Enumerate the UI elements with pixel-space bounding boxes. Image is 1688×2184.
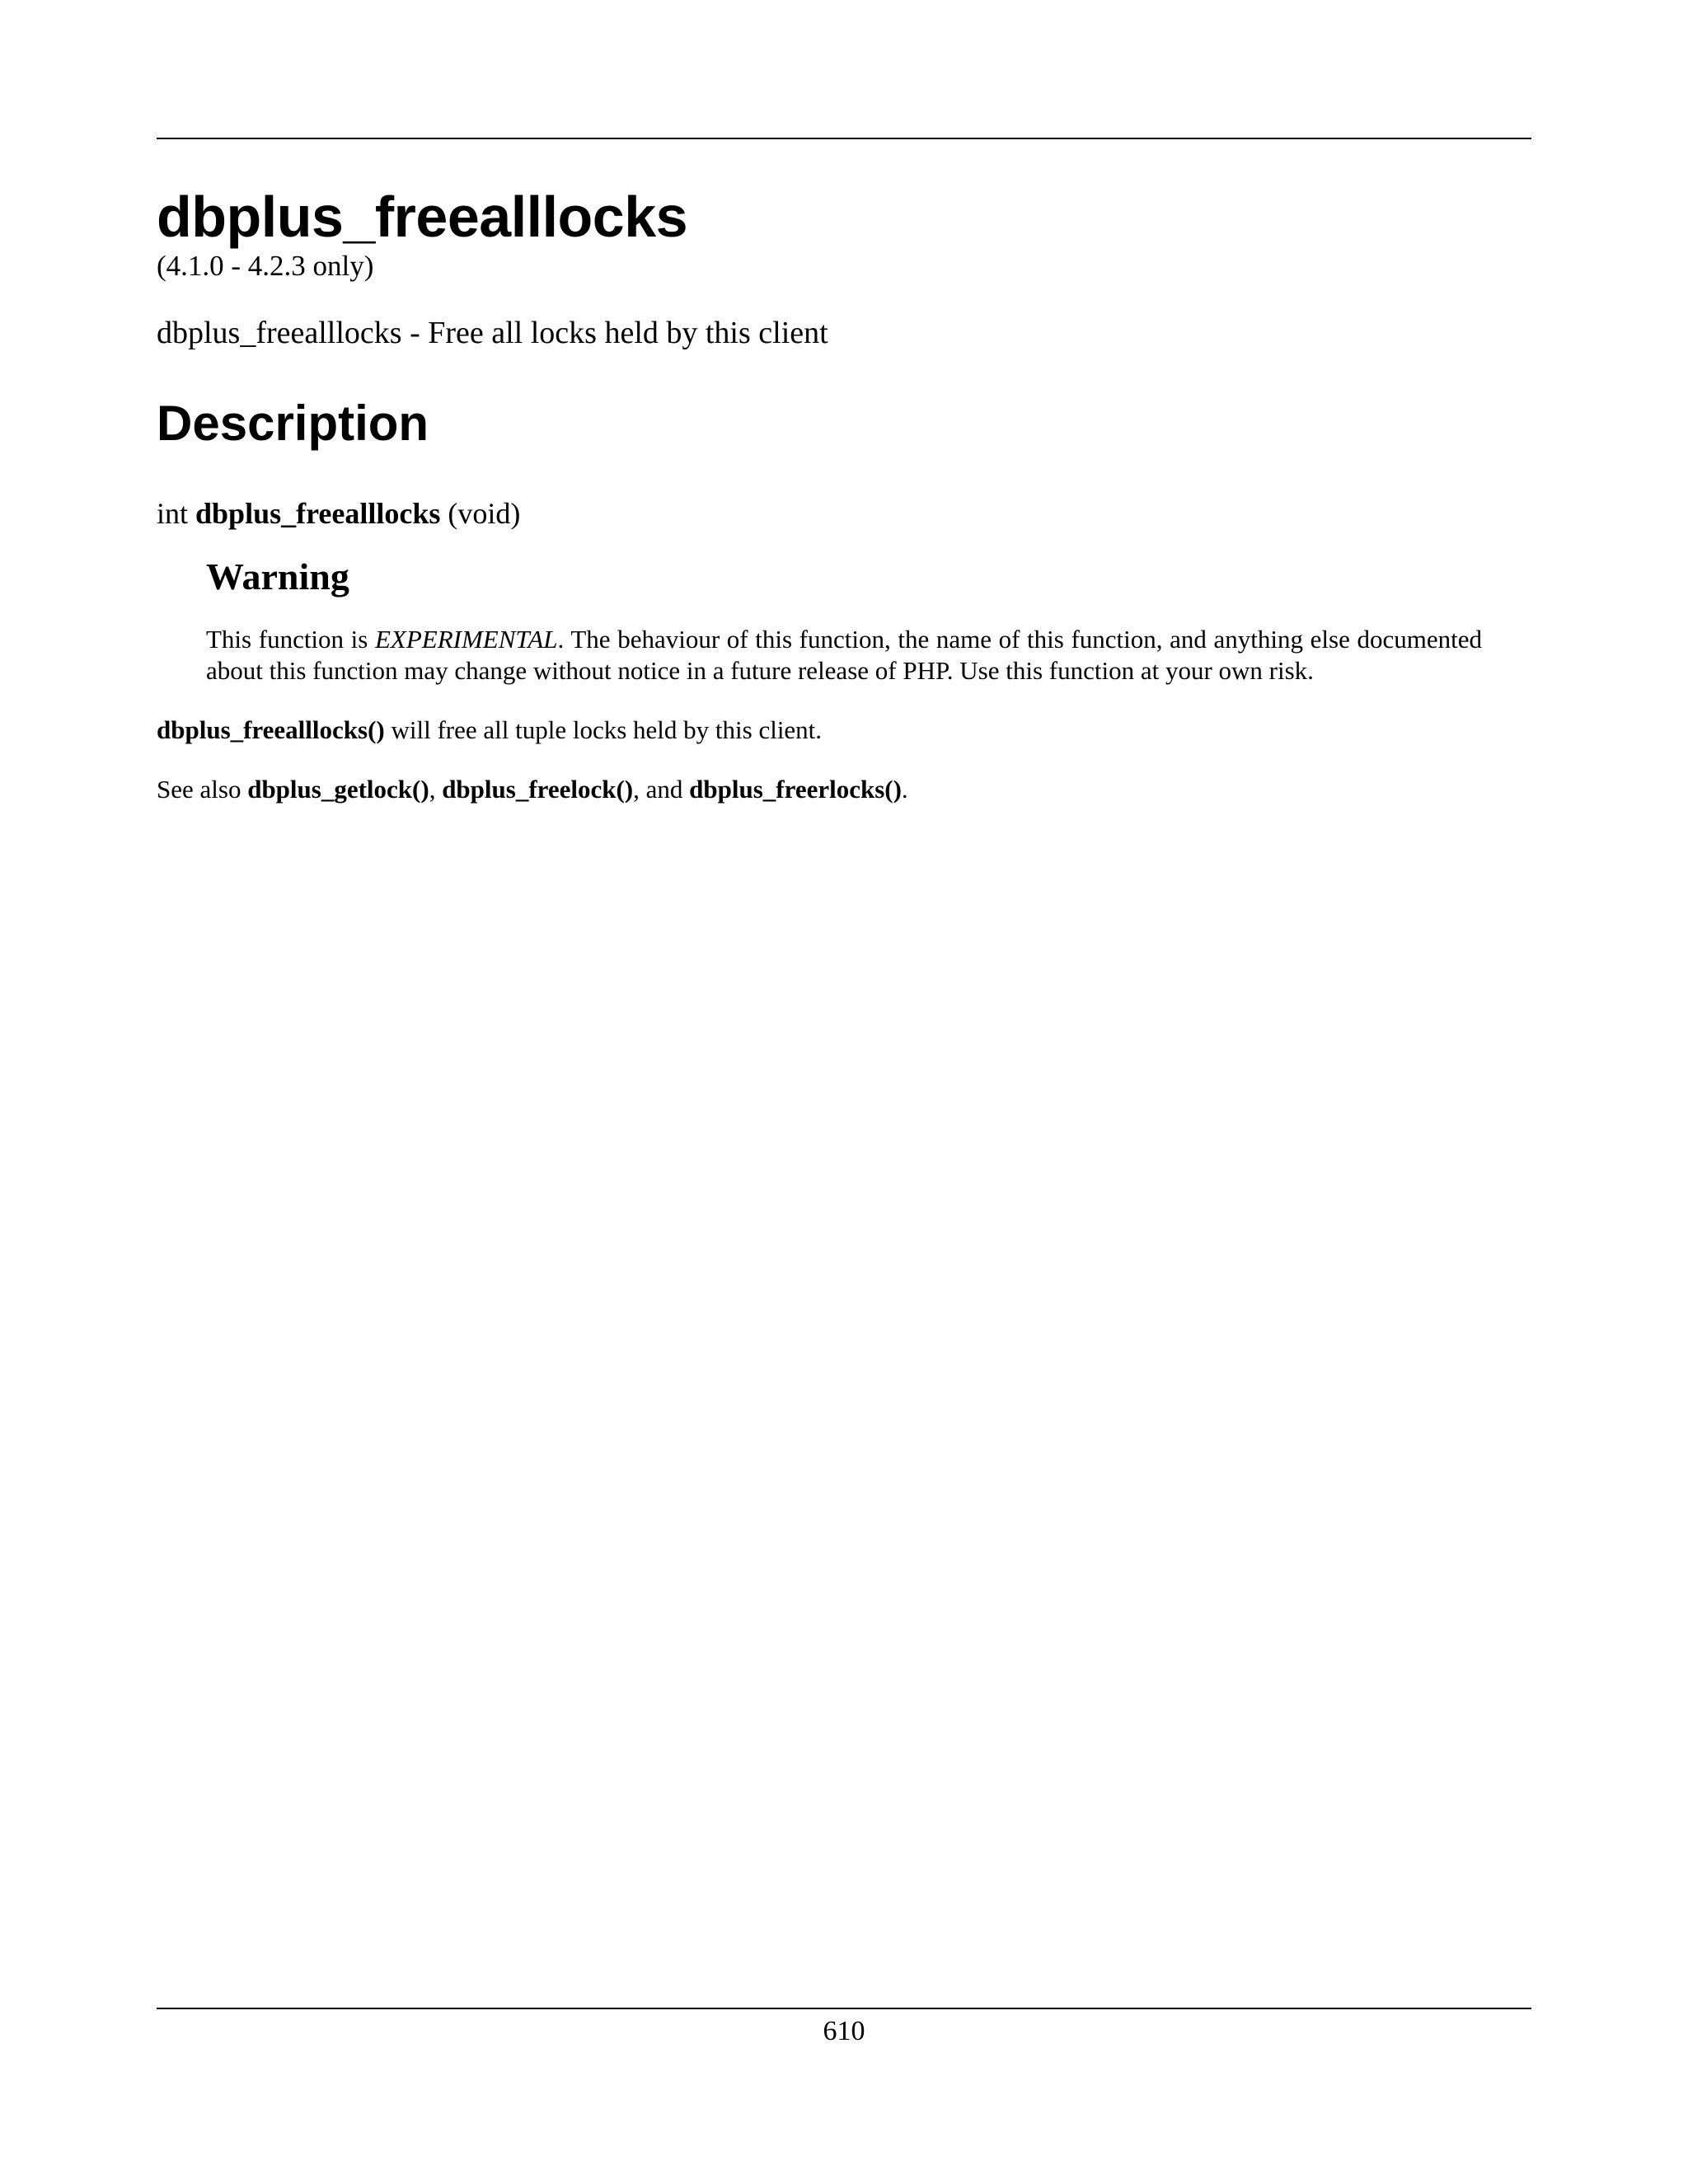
function-synopsis [157, 496, 1531, 532]
warning-text [206, 624, 1482, 687]
synopsis-params: (void) [448, 496, 521, 530]
return-type: int [157, 496, 189, 530]
page-number: 610 [823, 2016, 865, 2046]
see-also-link-getlock[interactable]: dbplus_getlock() [247, 775, 429, 804]
description-heading: Description [157, 395, 429, 451]
see-also-end: . [901, 775, 908, 804]
footer-rule [157, 2008, 1531, 2009]
warning-box [206, 556, 1482, 687]
header-rule [157, 138, 1531, 139]
experimental-emphasis: EXPERIMENTAL [374, 625, 558, 654]
see-also-paragraph [157, 774, 1531, 805]
function-title: dbplus_freealllocks [157, 185, 688, 249]
synopsis-function-name: dbplus_freealllocks [195, 496, 441, 530]
see-also-link-freerlocks[interactable]: dbplus_freerlocks() [689, 775, 902, 804]
warning-title: Warning [206, 555, 349, 598]
see-also-separator: , and [633, 775, 690, 804]
see-also-prefix: See also [157, 775, 248, 804]
page-content [157, 185, 1531, 805]
description-paragraph [157, 715, 1531, 746]
function-purpose: dbplus_freealllocks - Free all locks held by this client [157, 316, 828, 350]
description-text: will free all tuple locks held by this client. [384, 715, 823, 745]
warning-text-suffix: . The behaviour of this function, the name of this function, and anything else documented about this function may change without notice in a future release of PHP. Use this function at your own risk. [206, 625, 1482, 686]
see-also-link-freelock[interactable]: dbplus_freelock() [442, 775, 634, 804]
function-reference: dbplus_freealllocks() [157, 715, 385, 745]
version-info: (4.1.0 - 4.2.3 only) [157, 250, 374, 282]
see-also-separator: , [429, 775, 443, 804]
warning-text-prefix: This function is [206, 625, 375, 654]
